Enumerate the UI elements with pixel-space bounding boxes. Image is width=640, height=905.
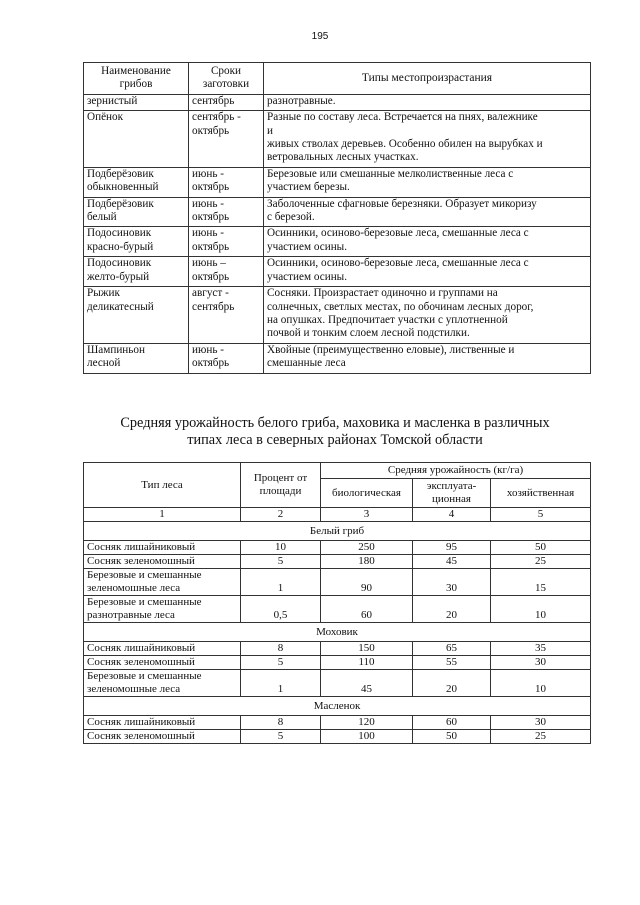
forest-type-cell <box>84 730 241 744</box>
habitat-cell <box>264 111 591 168</box>
cell-line: с березой. <box>267 211 315 224</box>
economic-yield-cell: 30 <box>491 656 591 670</box>
cell-line: разнотравные. <box>267 94 336 107</box>
economic-yield-cell: 10 <box>491 670 591 697</box>
cell-line: Сосняк лишайниковый <box>87 716 196 728</box>
habitat-cell <box>264 257 591 287</box>
table-body <box>84 94 591 373</box>
cell-line: Подосиновик <box>87 227 152 240</box>
habitat-cell <box>264 287 591 344</box>
table-row <box>84 227 591 257</box>
table-row <box>84 716 591 730</box>
group-header-row <box>84 623 591 642</box>
cell-line: зернистый <box>87 94 138 107</box>
harvest-period-cell <box>189 257 264 287</box>
cell-line: солнечных, светлых местах, по обочинам лесных дорог, <box>267 300 534 313</box>
column-number: 3 <box>321 508 413 522</box>
header-text: заготовки <box>202 78 250 91</box>
forest-type-cell <box>84 716 241 730</box>
area-percent-cell: 1 <box>241 670 321 697</box>
habitat-cell <box>264 197 591 227</box>
header-area-percent <box>241 463 321 508</box>
cell-line: октябрь <box>192 357 230 370</box>
cell-line: октябрь <box>192 240 230 253</box>
mushroom-group-label: Белый гриб <box>84 522 591 541</box>
mushroom-name-cell <box>84 257 189 287</box>
table-row <box>84 670 591 697</box>
exploitable-yield-cell: 55 <box>413 656 491 670</box>
biological-yield-cell: 100 <box>321 730 413 744</box>
habitat-cell <box>264 94 591 110</box>
cell-line: Сосняк лишайниковый <box>87 642 196 654</box>
harvest-period-cell <box>189 167 264 197</box>
page-number: 195 <box>311 31 329 42</box>
table-row <box>84 167 591 197</box>
cell-line: Разные по составу леса. Встречается на пнях, валежнике <box>267 111 538 124</box>
header-exploitable <box>413 479 491 508</box>
mushroom-habitat-table <box>83 62 591 374</box>
habitat-cell <box>264 227 591 257</box>
header-mushroom-name <box>84 63 189 95</box>
table-row <box>84 111 591 168</box>
header-text: площади <box>259 485 302 497</box>
economic-yield-cell: 35 <box>491 642 591 656</box>
table-row <box>84 541 591 555</box>
area-percent-cell: 5 <box>241 555 321 569</box>
cell-line: Березовые и смешанные <box>87 569 202 581</box>
title-line: типах леса в северных районах Томской области <box>187 432 483 448</box>
area-percent-cell: 5 <box>241 730 321 744</box>
economic-yield-cell: 15 <box>491 569 591 596</box>
cell-line: октябрь <box>192 270 230 283</box>
cell-line: июнь - <box>192 227 224 240</box>
mushroom-group-label: Моховик <box>84 623 591 642</box>
cell-line: и <box>267 124 273 137</box>
area-percent-cell: 8 <box>241 716 321 730</box>
cell-line: зеленомошные леса <box>87 582 181 594</box>
cell-line: Сосняк лишайниковый <box>87 541 196 553</box>
cell-line: Хвойные (преимущественно еловые), лиственные и <box>267 343 515 356</box>
area-percent-cell: 5 <box>241 656 321 670</box>
exploitable-yield-cell: 50 <box>413 730 491 744</box>
cell-line: Подосиновик <box>87 257 152 270</box>
column-number: 1 <box>84 508 241 522</box>
economic-yield-cell: 25 <box>491 730 591 744</box>
biological-yield-cell: 60 <box>321 596 413 623</box>
exploitable-yield-cell: 95 <box>413 541 491 555</box>
cell-line: Шампиньон <box>87 343 145 356</box>
economic-yield-cell: 25 <box>491 555 591 569</box>
economic-yield-cell: 50 <box>491 541 591 555</box>
cell-line: сентябрь - <box>192 111 241 124</box>
cell-line: Заболоченные сфагновые березняки. Образует микоризу <box>267 197 537 210</box>
header-text: Сроки <box>210 65 242 77</box>
cell-line: деликатесный <box>87 300 154 313</box>
cell-line: белый <box>87 211 117 224</box>
forest-type-cell <box>84 555 241 569</box>
cell-line: Подберёзовик <box>87 197 154 210</box>
cell-line: лесной <box>87 357 121 370</box>
cell-line: Березовые или смешанные мелколиственные леса с <box>267 167 514 180</box>
biological-yield-cell: 45 <box>321 670 413 697</box>
table-row <box>84 343 591 373</box>
exploitable-yield-cell: 20 <box>413 670 491 697</box>
cell-line: август - <box>192 287 229 300</box>
harvest-period-cell <box>189 111 264 168</box>
cell-line: живых стволах деревьев. Особенно обилен на вырубках и <box>267 138 543 151</box>
header-economic: хозяйственная <box>491 479 591 508</box>
header-biological: биологическая <box>321 479 413 508</box>
header-text: Процент от <box>253 472 308 484</box>
exploitable-yield-cell: 60 <box>413 716 491 730</box>
header-habitat-types: Типы местопроизрастания <box>264 63 591 95</box>
table-row <box>84 730 591 744</box>
economic-yield-cell: 30 <box>491 716 591 730</box>
cell-line: почвой и тонким слоем лесной подстилки. <box>267 327 470 340</box>
cell-line: Подберёзовик <box>87 167 154 180</box>
forest-type-cell <box>84 670 241 697</box>
cell-line: июнь - <box>192 167 224 180</box>
table-row <box>84 656 591 670</box>
cell-line: сентябрь <box>192 94 235 107</box>
habitat-cell <box>264 343 591 373</box>
cell-line: обыкновенный <box>87 181 159 194</box>
forest-type-cell <box>84 541 241 555</box>
mushroom-name-cell <box>84 197 189 227</box>
cell-line: июнь - <box>192 343 224 356</box>
cell-line: красно-бурый <box>87 240 154 253</box>
cell-line: октябрь <box>192 181 230 194</box>
cell-line: Опёнок <box>87 111 124 124</box>
mushroom-name-cell <box>84 343 189 373</box>
cell-line: Березовые и смешанные <box>87 670 202 682</box>
exploitable-yield-cell: 65 <box>413 642 491 656</box>
table-row <box>84 257 591 287</box>
cell-line: Рыжик <box>87 287 120 300</box>
harvest-period-cell <box>189 343 264 373</box>
cell-line: Сосняк зеленомошный <box>87 555 195 567</box>
area-percent-cell: 8 <box>241 642 321 656</box>
cell-line: желто-бурый <box>87 270 150 283</box>
table-row <box>84 94 591 110</box>
harvest-period-cell <box>189 287 264 344</box>
header-text: ционная <box>432 493 471 505</box>
cell-line: Осинники, осиново-березовые леса, смешанные леса с <box>267 257 529 270</box>
column-number: 5 <box>491 508 591 522</box>
habitat-cell <box>264 167 591 197</box>
cell-line: смешанные леса <box>267 357 346 370</box>
header-text: грибов <box>119 78 153 91</box>
header-average-yield: Средняя урожайность (кг/га) <box>321 463 591 479</box>
exploitable-yield-cell: 30 <box>413 569 491 596</box>
area-percent-cell: 1 <box>241 569 321 596</box>
harvest-period-cell <box>189 197 264 227</box>
header-text: эксплуата- <box>426 480 477 492</box>
header-forest-type: Тип леса <box>84 463 241 508</box>
table-header-row <box>84 63 591 95</box>
exploitable-yield-cell: 45 <box>413 555 491 569</box>
table-row <box>84 569 591 596</box>
cell-line: октябрь <box>192 211 230 224</box>
harvest-period-cell <box>189 227 264 257</box>
cell-line: июнь – <box>192 257 226 270</box>
column-number: 2 <box>241 508 321 522</box>
cell-line: Сосняк зеленомошный <box>87 656 195 668</box>
column-number: 4 <box>413 508 491 522</box>
yield-table <box>83 462 591 744</box>
biological-yield-cell: 90 <box>321 569 413 596</box>
cell-line: на опушках. Предпочитает участки с уплотненной <box>267 313 508 326</box>
forest-type-cell <box>84 656 241 670</box>
mushroom-name-cell <box>84 94 189 110</box>
cell-line: разнотравные леса <box>87 609 175 621</box>
table-row <box>84 197 591 227</box>
biological-yield-cell: 120 <box>321 716 413 730</box>
header-text: Наименование <box>101 65 171 77</box>
biological-yield-cell: 110 <box>321 656 413 670</box>
biological-yield-cell: 150 <box>321 642 413 656</box>
cell-line: Сосняки. Произрастает одиночно и группами на <box>267 287 498 300</box>
mushroom-name-cell <box>84 227 189 257</box>
economic-yield-cell: 10 <box>491 596 591 623</box>
harvest-period-cell <box>189 94 264 110</box>
forest-type-cell <box>84 642 241 656</box>
cell-line: Сосняк зеленомошный <box>87 730 195 742</box>
cell-line: сентябрь <box>192 300 235 313</box>
forest-type-cell <box>84 596 241 623</box>
exploitable-yield-cell: 20 <box>413 596 491 623</box>
cell-line: Березовые и смешанные <box>87 596 202 608</box>
cell-line: зеленомошные леса <box>87 683 181 695</box>
area-percent-cell: 10 <box>241 541 321 555</box>
mushroom-group-label: Масленок <box>84 697 591 716</box>
group-header-row <box>84 697 591 716</box>
mushroom-name-cell <box>84 167 189 197</box>
cell-line: октябрь <box>192 124 230 137</box>
table-row <box>84 555 591 569</box>
biological-yield-cell: 180 <box>321 555 413 569</box>
table-row <box>84 596 591 623</box>
forest-type-cell <box>84 569 241 596</box>
title-line: Средняя урожайность белого гриба, маховика и масленка в различных <box>120 415 550 431</box>
cell-line: июнь - <box>192 197 224 210</box>
table-row <box>84 642 591 656</box>
table-title <box>80 415 590 449</box>
column-number-row <box>84 508 591 522</box>
cell-line: ветровальных лесных участках. <box>267 151 419 164</box>
table-body <box>84 508 591 744</box>
group-header-row <box>84 522 591 541</box>
cell-line: участием осины. <box>267 270 347 283</box>
table-row <box>84 287 591 344</box>
header-harvest-period <box>189 63 264 95</box>
mushroom-name-cell <box>84 287 189 344</box>
biological-yield-cell: 250 <box>321 541 413 555</box>
mushroom-name-cell <box>84 111 189 168</box>
cell-line: участием березы. <box>267 181 350 194</box>
cell-line: участием осины. <box>267 240 347 253</box>
table-header-row <box>84 463 591 479</box>
cell-line: Осинники, осиново-березовые леса, смешанные леса с <box>267 227 529 240</box>
area-percent-cell: 0,5 <box>241 596 321 623</box>
